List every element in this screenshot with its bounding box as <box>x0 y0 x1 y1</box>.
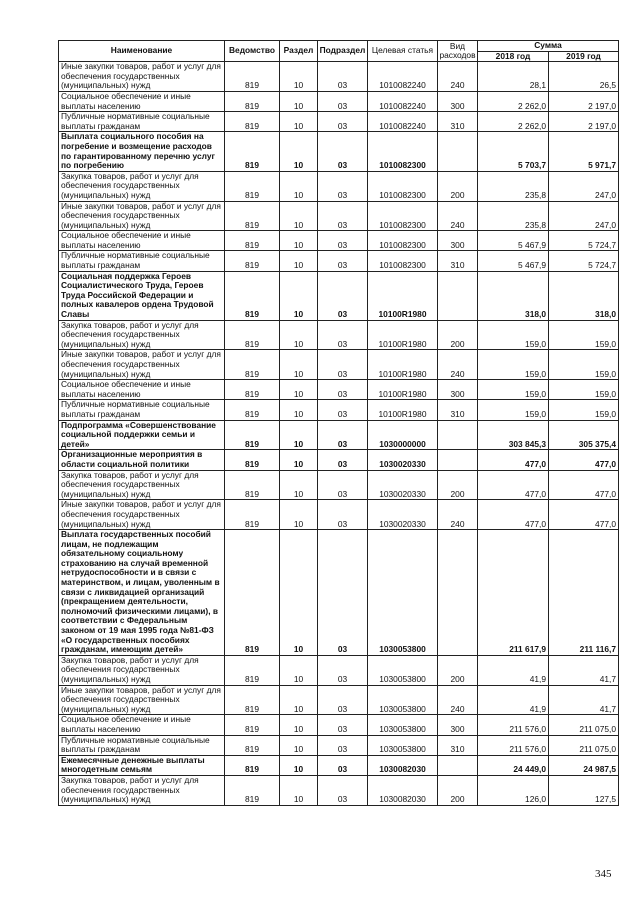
cell-razdel: 10 <box>280 500 318 530</box>
cell-vedomstvo: 819 <box>225 201 280 231</box>
cell-sum-2019: 159,0 <box>549 350 619 380</box>
cell-vid: 310 <box>438 112 478 132</box>
cell-podrazdel: 03 <box>318 655 368 685</box>
cell-vid: 240 <box>438 201 478 231</box>
cell-razdel: 10 <box>280 470 318 500</box>
cell-podrazdel: 03 <box>318 91 368 111</box>
cell-razdel: 10 <box>280 380 318 400</box>
cell-sum-2019: 477,0 <box>549 450 619 470</box>
cell-vedomstvo: 819 <box>225 251 280 271</box>
header-name: Наименование <box>59 41 225 62</box>
cell-vid: 310 <box>438 400 478 420</box>
cell-sum-2019: 477,0 <box>549 500 619 530</box>
cell-name: Социальное обеспечение и иные выплаты населению <box>59 380 225 400</box>
cell-podrazdel: 03 <box>318 450 368 470</box>
cell-razdel: 10 <box>280 735 318 755</box>
header-podrazdel: Подраздел <box>318 41 368 62</box>
cell-podrazdel: 03 <box>318 380 368 400</box>
cell-name: Иные закупки товаров, работ и услуг для обеспечения государственных (муниципальных) нужд <box>59 201 225 231</box>
cell-sum-2018: 2 262,0 <box>478 112 549 132</box>
cell-podrazdel: 03 <box>318 755 368 775</box>
cell-vid: 300 <box>438 91 478 111</box>
cell-name: Закупка товаров, работ и услуг для обеспечения государственных (муниципальных) нужд <box>59 655 225 685</box>
cell-podrazdel: 03 <box>318 251 368 271</box>
cell-vid <box>438 271 478 320</box>
cell-sum-2018: 5 703,7 <box>478 132 549 171</box>
header-2018: 2018 год <box>478 51 549 62</box>
cell-name: Социальное обеспечение и иные выплаты населению <box>59 715 225 735</box>
cell-vedomstvo: 819 <box>225 775 280 805</box>
cell-razdel: 10 <box>280 171 318 201</box>
cell-article: 10100R1980 <box>368 350 438 380</box>
budget-table <box>58 40 619 806</box>
cell-article: 1010082300 <box>368 251 438 271</box>
cell-vedomstvo: 819 <box>225 420 280 450</box>
cell-vid <box>438 755 478 775</box>
cell-sum-2018: 159,0 <box>478 350 549 380</box>
table-row <box>59 201 619 231</box>
cell-sum-2018: 41,9 <box>478 685 549 715</box>
cell-name: Социальное обеспечение и иные выплаты населению <box>59 91 225 111</box>
cell-article: 1030053800 <box>368 655 438 685</box>
cell-vid <box>438 132 478 171</box>
cell-razdel: 10 <box>280 755 318 775</box>
table-row <box>59 112 619 132</box>
cell-sum-2019: 2 197,0 <box>549 91 619 111</box>
table-row <box>59 685 619 715</box>
table-row <box>59 251 619 271</box>
cell-sum-2018: 5 467,9 <box>478 251 549 271</box>
cell-razdel: 10 <box>280 112 318 132</box>
cell-podrazdel: 03 <box>318 350 368 380</box>
cell-name: Подпрограмма «Совершенствование социальной поддержки семьи и детей» <box>59 420 225 450</box>
cell-vid: 200 <box>438 320 478 350</box>
cell-sum-2019: 211 116,7 <box>549 530 619 656</box>
cell-razdel: 10 <box>280 251 318 271</box>
cell-name: Публичные нормативные социальные выплаты гражданам <box>59 400 225 420</box>
cell-article: 1030053800 <box>368 685 438 715</box>
cell-sum-2019: 159,0 <box>549 320 619 350</box>
cell-article: 1010082300 <box>368 201 438 231</box>
table-row <box>59 420 619 450</box>
table-row <box>59 655 619 685</box>
cell-razdel: 10 <box>280 685 318 715</box>
table-row <box>59 500 619 530</box>
cell-vid: 300 <box>438 715 478 735</box>
cell-vid: 240 <box>438 685 478 715</box>
cell-vedomstvo: 819 <box>225 735 280 755</box>
cell-vedomstvo: 819 <box>225 655 280 685</box>
table-row <box>59 450 619 470</box>
cell-podrazdel: 03 <box>318 530 368 656</box>
cell-sum-2018: 477,0 <box>478 500 549 530</box>
cell-article: 10100R1980 <box>368 380 438 400</box>
cell-sum-2018: 235,8 <box>478 171 549 201</box>
cell-podrazdel: 03 <box>318 685 368 715</box>
cell-razdel: 10 <box>280 201 318 231</box>
cell-razdel: 10 <box>280 715 318 735</box>
cell-vedomstvo: 819 <box>225 271 280 320</box>
cell-name: Социальная поддержка Героев Социалистического Труда, Героев Труда Российской Федерации и полных кавалеров ордена Трудовой Славы <box>59 271 225 320</box>
cell-name: Социальное обеспечение и иные выплаты населению <box>59 231 225 251</box>
cell-podrazdel: 03 <box>318 171 368 201</box>
cell-name: Иные закупки товаров, работ и услуг для обеспечения государственных (муниципальных) нужд <box>59 350 225 380</box>
cell-sum-2018: 318,0 <box>478 271 549 320</box>
cell-vedomstvo: 819 <box>225 112 280 132</box>
cell-podrazdel: 03 <box>318 715 368 735</box>
cell-article: 1010082240 <box>368 112 438 132</box>
cell-article: 1010082300 <box>368 132 438 171</box>
header-vedomstvo: Ведомство <box>225 41 280 62</box>
table-row <box>59 350 619 380</box>
cell-name: Закупка товаров, работ и услуг для обеспечения государственных (муниципальных) нужд <box>59 320 225 350</box>
cell-sum-2018: 211 576,0 <box>478 715 549 735</box>
cell-name: Иные закупки товаров, работ и услуг для обеспечения государственных (муниципальных) нужд <box>59 62 225 92</box>
cell-sum-2018: 303 845,3 <box>478 420 549 450</box>
cell-sum-2018: 2 262,0 <box>478 91 549 111</box>
cell-sum-2018: 24 449,0 <box>478 755 549 775</box>
cell-sum-2018: 5 467,9 <box>478 231 549 251</box>
cell-razdel: 10 <box>280 271 318 320</box>
cell-article: 1030020330 <box>368 450 438 470</box>
cell-podrazdel: 03 <box>318 62 368 92</box>
cell-vedomstvo: 819 <box>225 400 280 420</box>
cell-sum-2019: 159,0 <box>549 380 619 400</box>
cell-sum-2019: 318,0 <box>549 271 619 320</box>
cell-sum-2019: 41,7 <box>549 655 619 685</box>
cell-name: Ежемесячные денежные выплаты многодетным семьям <box>59 755 225 775</box>
cell-sum-2019: 305 375,4 <box>549 420 619 450</box>
cell-vedomstvo: 819 <box>225 171 280 201</box>
table-row <box>59 735 619 755</box>
table-row <box>59 380 619 400</box>
header-sum: Сумма <box>478 41 619 52</box>
cell-vid: 200 <box>438 655 478 685</box>
cell-vid: 310 <box>438 251 478 271</box>
cell-vedomstvo: 819 <box>225 500 280 530</box>
cell-article: 1030020330 <box>368 500 438 530</box>
cell-name: Публичные нормативные социальные выплаты гражданам <box>59 251 225 271</box>
cell-sum-2018: 159,0 <box>478 400 549 420</box>
cell-name: Выплата государственных пособий лицам, не подлежащим обязательному социальному страхованию на случай временной нетрудоспособности и в связи с материнством, и лицам, уволенным в связи с ликвидацией организаций (прекращением деятельности, полномочий физическими лицами), в соответствии с Федеральным законом от 19 мая 1995 года №81-ФЗ «О государственных пособиях гражданам, имеющим детей» <box>59 530 225 656</box>
cell-vedomstvo: 819 <box>225 231 280 251</box>
cell-razdel: 10 <box>280 132 318 171</box>
cell-vedomstvo: 819 <box>225 132 280 171</box>
page-number: 345 <box>595 868 612 880</box>
cell-article: 1030053800 <box>368 715 438 735</box>
cell-sum-2019: 24 987,5 <box>549 755 619 775</box>
cell-podrazdel: 03 <box>318 231 368 251</box>
table-row <box>59 320 619 350</box>
cell-article: 1030082030 <box>368 755 438 775</box>
header-article: Целевая статья <box>368 41 438 62</box>
cell-vid: 300 <box>438 231 478 251</box>
cell-sum-2019: 211 075,0 <box>549 735 619 755</box>
table-row <box>59 231 619 251</box>
cell-podrazdel: 03 <box>318 500 368 530</box>
table-row <box>59 62 619 92</box>
cell-razdel: 10 <box>280 400 318 420</box>
cell-sum-2019: 5 971,7 <box>549 132 619 171</box>
cell-article: 10100R1980 <box>368 320 438 350</box>
cell-name: Иные закупки товаров, работ и услуг для обеспечения государственных (муниципальных) нужд <box>59 685 225 715</box>
cell-sum-2019: 247,0 <box>549 171 619 201</box>
cell-vid: 240 <box>438 500 478 530</box>
cell-sum-2019: 5 724,7 <box>549 251 619 271</box>
cell-article: 1030020330 <box>368 470 438 500</box>
cell-name: Закупка товаров, работ и услуг для обеспечения государственных (муниципальных) нужд <box>59 470 225 500</box>
table-row <box>59 271 619 320</box>
cell-sum-2019: 211 075,0 <box>549 715 619 735</box>
cell-name: Закупка товаров, работ и услуг для обеспечения государственных (муниципальных) нужд <box>59 775 225 805</box>
cell-razdel: 10 <box>280 420 318 450</box>
cell-article: 1010082300 <box>368 231 438 251</box>
cell-vid: 200 <box>438 775 478 805</box>
cell-podrazdel: 03 <box>318 775 368 805</box>
cell-name: Публичные нормативные социальные выплаты гражданам <box>59 112 225 132</box>
cell-sum-2019: 26,5 <box>549 62 619 92</box>
cell-vid: 310 <box>438 735 478 755</box>
cell-sum-2018: 159,0 <box>478 320 549 350</box>
cell-razdel: 10 <box>280 775 318 805</box>
cell-vedomstvo: 819 <box>225 685 280 715</box>
table-row <box>59 715 619 735</box>
cell-article: 1010082240 <box>368 62 438 92</box>
cell-vedomstvo: 819 <box>225 530 280 656</box>
cell-article: 10100R1980 <box>368 400 438 420</box>
cell-sum-2019: 41,7 <box>549 685 619 715</box>
cell-podrazdel: 03 <box>318 320 368 350</box>
cell-vedomstvo: 819 <box>225 450 280 470</box>
cell-vid: 240 <box>438 350 478 380</box>
cell-razdel: 10 <box>280 530 318 656</box>
cell-razdel: 10 <box>280 231 318 251</box>
cell-sum-2018: 28,1 <box>478 62 549 92</box>
cell-vid <box>438 530 478 656</box>
cell-article: 1030082030 <box>368 775 438 805</box>
cell-article: 1030053800 <box>368 735 438 755</box>
budget-table-page <box>58 40 618 806</box>
cell-vid: 300 <box>438 380 478 400</box>
cell-sum-2019: 5 724,7 <box>549 231 619 251</box>
cell-article: 10100R1980 <box>368 271 438 320</box>
cell-vid: 200 <box>438 470 478 500</box>
cell-article: 1030000000 <box>368 420 438 450</box>
cell-vedomstvo: 819 <box>225 755 280 775</box>
cell-sum-2018: 159,0 <box>478 380 549 400</box>
cell-podrazdel: 03 <box>318 400 368 420</box>
cell-sum-2018: 477,0 <box>478 470 549 500</box>
cell-vid: 240 <box>438 62 478 92</box>
header-2019: 2019 год <box>549 51 619 62</box>
cell-vid <box>438 420 478 450</box>
cell-podrazdel: 03 <box>318 132 368 171</box>
cell-podrazdel: 03 <box>318 201 368 231</box>
table-row <box>59 400 619 420</box>
cell-razdel: 10 <box>280 320 318 350</box>
cell-sum-2018: 235,8 <box>478 201 549 231</box>
cell-razdel: 10 <box>280 350 318 380</box>
cell-sum-2019: 477,0 <box>549 470 619 500</box>
cell-article: 1030053800 <box>368 530 438 656</box>
cell-vedomstvo: 819 <box>225 62 280 92</box>
table-row <box>59 775 619 805</box>
cell-name: Организационные мероприятия в области социальной политики <box>59 450 225 470</box>
cell-sum-2019: 247,0 <box>549 201 619 231</box>
cell-vedomstvo: 819 <box>225 470 280 500</box>
cell-razdel: 10 <box>280 91 318 111</box>
cell-vedomstvo: 819 <box>225 380 280 400</box>
cell-vedomstvo: 819 <box>225 715 280 735</box>
cell-podrazdel: 03 <box>318 112 368 132</box>
cell-vedomstvo: 819 <box>225 320 280 350</box>
cell-article: 1010082240 <box>368 91 438 111</box>
cell-sum-2018: 211 617,9 <box>478 530 549 656</box>
cell-sum-2018: 211 576,0 <box>478 735 549 755</box>
table-row <box>59 755 619 775</box>
cell-vedomstvo: 819 <box>225 350 280 380</box>
cell-sum-2018: 126,0 <box>478 775 549 805</box>
cell-article: 1010082300 <box>368 171 438 201</box>
cell-sum-2019: 2 197,0 <box>549 112 619 132</box>
table-body <box>59 62 619 806</box>
cell-sum-2018: 41,9 <box>478 655 549 685</box>
cell-razdel: 10 <box>280 62 318 92</box>
table-row <box>59 132 619 171</box>
cell-vid <box>438 450 478 470</box>
cell-sum-2019: 127,5 <box>549 775 619 805</box>
cell-vid: 200 <box>438 171 478 201</box>
cell-name: Выплата социального пособия на погребение и возмещение расходов по гарантированному перечню услуг по погребению <box>59 132 225 171</box>
header-razdel: Раздел <box>280 41 318 62</box>
cell-sum-2018: 477,0 <box>478 450 549 470</box>
cell-vedomstvo: 819 <box>225 91 280 111</box>
table-row <box>59 530 619 656</box>
cell-podrazdel: 03 <box>318 271 368 320</box>
table-row <box>59 470 619 500</box>
cell-podrazdel: 03 <box>318 420 368 450</box>
table-row <box>59 91 619 111</box>
cell-podrazdel: 03 <box>318 470 368 500</box>
cell-razdel: 10 <box>280 450 318 470</box>
header-vid: Вид расходов <box>439 40 476 61</box>
table-row <box>59 171 619 201</box>
cell-podrazdel: 03 <box>318 735 368 755</box>
cell-sum-2019: 159,0 <box>549 400 619 420</box>
cell-name: Иные закупки товаров, работ и услуг для обеспечения государственных (муниципальных) нужд <box>59 500 225 530</box>
cell-razdel: 10 <box>280 655 318 685</box>
cell-name: Публичные нормативные социальные выплаты гражданам <box>59 735 225 755</box>
cell-name: Закупка товаров, работ и услуг для обеспечения государственных (муниципальных) нужд <box>59 171 225 201</box>
